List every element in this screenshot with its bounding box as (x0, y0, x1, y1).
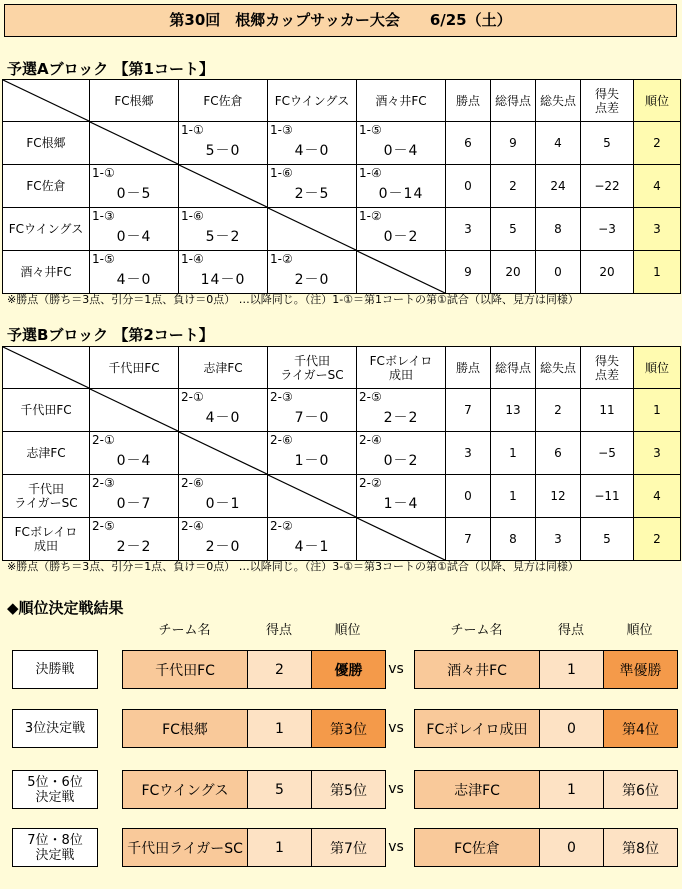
match-cell (357, 432, 446, 475)
match-score: 2－2 (383, 410, 419, 426)
match-cell (179, 518, 268, 561)
stat-cell: 2 (634, 518, 681, 561)
stat-cell: 1 (491, 475, 536, 518)
match-cell (90, 165, 179, 208)
left-result (122, 650, 386, 689)
row-header-team: FCボレイロ 成田 (3, 518, 90, 561)
col-header-team: 千代田FC (90, 347, 179, 389)
stat-cell: 5 (581, 122, 634, 165)
vs-label: vs (388, 781, 404, 797)
stat-cell: 0 (446, 475, 491, 518)
left-rank: 第3位 (312, 710, 385, 747)
match-cell (357, 389, 446, 432)
match-score: 0－4 (116, 453, 152, 469)
match-score: 7－0 (294, 410, 330, 426)
match-cell (179, 475, 268, 518)
match-cell (357, 122, 446, 165)
self-match-cell (268, 208, 357, 251)
stat-cell: 13 (491, 389, 536, 432)
right-team-header: チーム名 (450, 623, 503, 638)
right-team: FC佐倉 (415, 829, 540, 866)
right-points: 1 (540, 651, 604, 688)
results-title: ◆順位決定戦結果 (7, 599, 124, 617)
match-id: 1-② (359, 209, 382, 223)
match-cell (90, 432, 179, 475)
stat-cell: 1 (634, 389, 681, 432)
left-team: FCウイングス (123, 771, 248, 808)
block-a-table (2, 79, 681, 294)
stat-cell: 9 (446, 251, 491, 294)
match-score: 1－4 (383, 496, 419, 512)
match-cell (268, 165, 357, 208)
stat-cell: 7 (446, 389, 491, 432)
right-team: FCボレイロ成田 (415, 710, 540, 747)
match-score: 0－5 (116, 186, 152, 202)
match-cell (268, 518, 357, 561)
stage-label: 5位・6位 決定戦 (12, 770, 98, 809)
right-result (414, 709, 678, 748)
match-id: 2-③ (270, 390, 293, 404)
right-result (414, 828, 678, 867)
match-cell (357, 165, 446, 208)
match-cell (268, 122, 357, 165)
stat-cell: 3 (446, 208, 491, 251)
row-header-team: FC根郷 (3, 122, 90, 165)
self-match-cell (179, 165, 268, 208)
stat-cell: 9 (491, 122, 536, 165)
match-cell (90, 208, 179, 251)
match-cell (179, 122, 268, 165)
match-id: 1-④ (181, 252, 204, 266)
stat-cell: 4 (634, 475, 681, 518)
stat-cell: 24 (536, 165, 581, 208)
match-id: 2-② (359, 476, 382, 490)
col-header-team: FCウイングス (268, 80, 357, 122)
match-id: 1-① (92, 166, 115, 180)
stat-cell: 3 (634, 432, 681, 475)
match-score: 1－0 (294, 453, 330, 469)
match-cell (268, 389, 357, 432)
corner-cell (3, 347, 90, 389)
stat-cell: 11 (581, 389, 634, 432)
stat-cell: 6 (446, 122, 491, 165)
stat-cell: 2 (536, 389, 581, 432)
col-header-team: 酒々井FC (357, 80, 446, 122)
row-header-team: FC佐倉 (3, 165, 90, 208)
right-points: 0 (540, 829, 604, 866)
left-rank-header: 順位 (334, 623, 361, 638)
left-team-header: チーム名 (158, 623, 211, 638)
left-points-header: 得点 (265, 623, 292, 638)
col-header-team: FCボレイロ 成田 (357, 347, 446, 389)
match-cell (179, 251, 268, 294)
stat-cell: −11 (581, 475, 634, 518)
stat-cell: 12 (536, 475, 581, 518)
stat-header: 総得点 (491, 347, 536, 389)
left-points: 5 (248, 771, 312, 808)
stat-header: 総失点 (536, 347, 581, 389)
left-result (122, 709, 386, 748)
left-result (122, 770, 386, 809)
left-points: 1 (248, 710, 312, 747)
right-rank: 準優勝 (604, 651, 677, 688)
right-points: 0 (540, 710, 604, 747)
match-id: 2-④ (181, 519, 204, 533)
right-result (414, 650, 678, 689)
stat-cell: 6 (536, 432, 581, 475)
stat-cell: 0 (536, 251, 581, 294)
stage-label: 3位決定戦 (12, 709, 98, 748)
match-id: 2-⑥ (181, 476, 204, 490)
match-id: 1-③ (92, 209, 115, 223)
right-rank: 第6位 (604, 771, 677, 808)
block-b-title: 予選Bブロック 【第2コート】 (7, 326, 214, 344)
match-cell (90, 518, 179, 561)
right-team: 志津FC (415, 771, 540, 808)
match-score: 4－0 (205, 410, 241, 426)
stat-cell: 20 (581, 251, 634, 294)
match-id: 1-⑤ (92, 252, 115, 266)
match-score: 0－4 (383, 143, 419, 159)
match-id: 2-③ (92, 476, 115, 490)
stat-cell: 2 (491, 165, 536, 208)
right-points-header: 得点 (557, 623, 584, 638)
row-header-team: 千代田FC (3, 389, 90, 432)
match-id: 2-⑤ (359, 390, 382, 404)
self-match-cell (268, 475, 357, 518)
stat-cell: 3 (634, 208, 681, 251)
stat-cell: 1 (491, 432, 536, 475)
block-a-title: 予選Aブロック 【第1コート】 (7, 60, 214, 78)
left-result (122, 828, 386, 867)
match-cell (357, 475, 446, 518)
block-b-note: ※勝点（勝ち＝3点、引分＝1点、負け＝0点） …以降同じ。（注）3-①＝第3コートの第①試合（以降、見方は同様） (7, 560, 579, 573)
row-header-team: FCウイングス (3, 208, 90, 251)
stat-cell: 0 (446, 165, 491, 208)
stat-cell: 20 (491, 251, 536, 294)
stat-cell: 8 (536, 208, 581, 251)
match-score: 0－2 (383, 453, 419, 469)
col-header-team: FC佐倉 (179, 80, 268, 122)
stat-cell: 8 (491, 518, 536, 561)
stat-header: 総失点 (536, 80, 581, 122)
match-score: 5－2 (205, 229, 241, 245)
self-match-cell (179, 432, 268, 475)
row-header-team: 千代田 ライガーSC (3, 475, 90, 518)
match-id: 1-② (270, 252, 293, 266)
self-match-cell (90, 122, 179, 165)
stat-cell: −22 (581, 165, 634, 208)
match-score: 14－0 (200, 272, 246, 288)
stat-header: 順位 (634, 347, 681, 389)
self-match-cell (357, 251, 446, 294)
stat-cell: 3 (446, 432, 491, 475)
col-header-team: FC根郷 (90, 80, 179, 122)
match-score: 2－2 (116, 539, 152, 555)
match-id: 1-⑥ (270, 166, 293, 180)
match-cell (179, 208, 268, 251)
match-score: 2－0 (205, 539, 241, 555)
stat-cell: −3 (581, 208, 634, 251)
match-id: 1-⑥ (181, 209, 204, 223)
self-match-cell (357, 518, 446, 561)
stat-cell: 2 (634, 122, 681, 165)
vs-label: vs (388, 720, 404, 736)
right-team: 酒々井FC (415, 651, 540, 688)
match-cell (90, 475, 179, 518)
match-id: 2-② (270, 519, 293, 533)
page-title: 第30回 根郷カップサッカー大会 6/25（土） (4, 4, 677, 37)
match-cell (90, 251, 179, 294)
stat-header: 得失点差 (581, 80, 634, 122)
vs-label: vs (388, 661, 404, 677)
match-score: 0－2 (383, 229, 419, 245)
stat-cell: 5 (491, 208, 536, 251)
match-score: 2－0 (294, 272, 330, 288)
col-header-team: 千代田 ライガーSC (268, 347, 357, 389)
row-header-team: 志津FC (3, 432, 90, 475)
stat-header: 順位 (634, 80, 681, 122)
match-cell (179, 389, 268, 432)
match-score: 0－1 (205, 496, 241, 512)
match-score: 0－4 (116, 229, 152, 245)
match-id: 1-③ (270, 123, 293, 137)
left-team: FC根郷 (123, 710, 248, 747)
stat-cell: 7 (446, 518, 491, 561)
match-id: 1-④ (359, 166, 382, 180)
stat-cell: 3 (536, 518, 581, 561)
stat-cell: 4 (536, 122, 581, 165)
corner-cell (3, 80, 90, 122)
stat-cell: 4 (634, 165, 681, 208)
match-id: 1-⑤ (359, 123, 382, 137)
match-score: 0－7 (116, 496, 152, 512)
match-score: 2－5 (294, 186, 330, 202)
right-rank: 第8位 (604, 829, 677, 866)
stat-cell: −5 (581, 432, 634, 475)
col-header-team: 志津FC (179, 347, 268, 389)
block-b-table (2, 346, 681, 561)
stage-label: 7位・8位 決定戦 (12, 828, 98, 867)
match-id: 2-④ (359, 433, 382, 447)
stat-header: 勝点 (446, 347, 491, 389)
row-header-team: 酒々井FC (3, 251, 90, 294)
stat-header: 得失点差 (581, 347, 634, 389)
match-cell (357, 208, 446, 251)
match-id: 2-① (92, 433, 115, 447)
match-score: 5－0 (205, 143, 241, 159)
right-rank-header: 順位 (626, 623, 653, 638)
match-cell (268, 251, 357, 294)
match-id: 1-① (181, 123, 204, 137)
stat-header: 勝点 (446, 80, 491, 122)
right-rank: 第4位 (604, 710, 677, 747)
match-score: 4－1 (294, 539, 330, 555)
right-result (414, 770, 678, 809)
left-points: 1 (248, 829, 312, 866)
left-team: 千代田FC (123, 651, 248, 688)
match-id: 2-① (181, 390, 204, 404)
match-cell (268, 432, 357, 475)
left-points: 2 (248, 651, 312, 688)
left-rank: 第5位 (312, 771, 385, 808)
stat-cell: 5 (581, 518, 634, 561)
self-match-cell (90, 389, 179, 432)
stat-header: 総得点 (491, 80, 536, 122)
match-score: 4－0 (116, 272, 152, 288)
left-team: 千代田ライガーSC (123, 829, 248, 866)
left-rank: 第7位 (312, 829, 385, 866)
left-rank: 優勝 (312, 651, 385, 688)
vs-label: vs (388, 839, 404, 855)
block-a-note: ※勝点（勝ち＝3点、引分＝1点、負け＝0点） …以降同じ。（注）1-①＝第1コートの第①試合（以降、見方は同様） (7, 293, 579, 306)
match-score: 4－0 (294, 143, 330, 159)
stat-cell: 1 (634, 251, 681, 294)
stage-label: 決勝戦 (12, 650, 98, 689)
match-score: 0－14 (378, 186, 424, 202)
right-points: 1 (540, 771, 604, 808)
match-id: 2-⑥ (270, 433, 293, 447)
match-id: 2-⑤ (92, 519, 115, 533)
